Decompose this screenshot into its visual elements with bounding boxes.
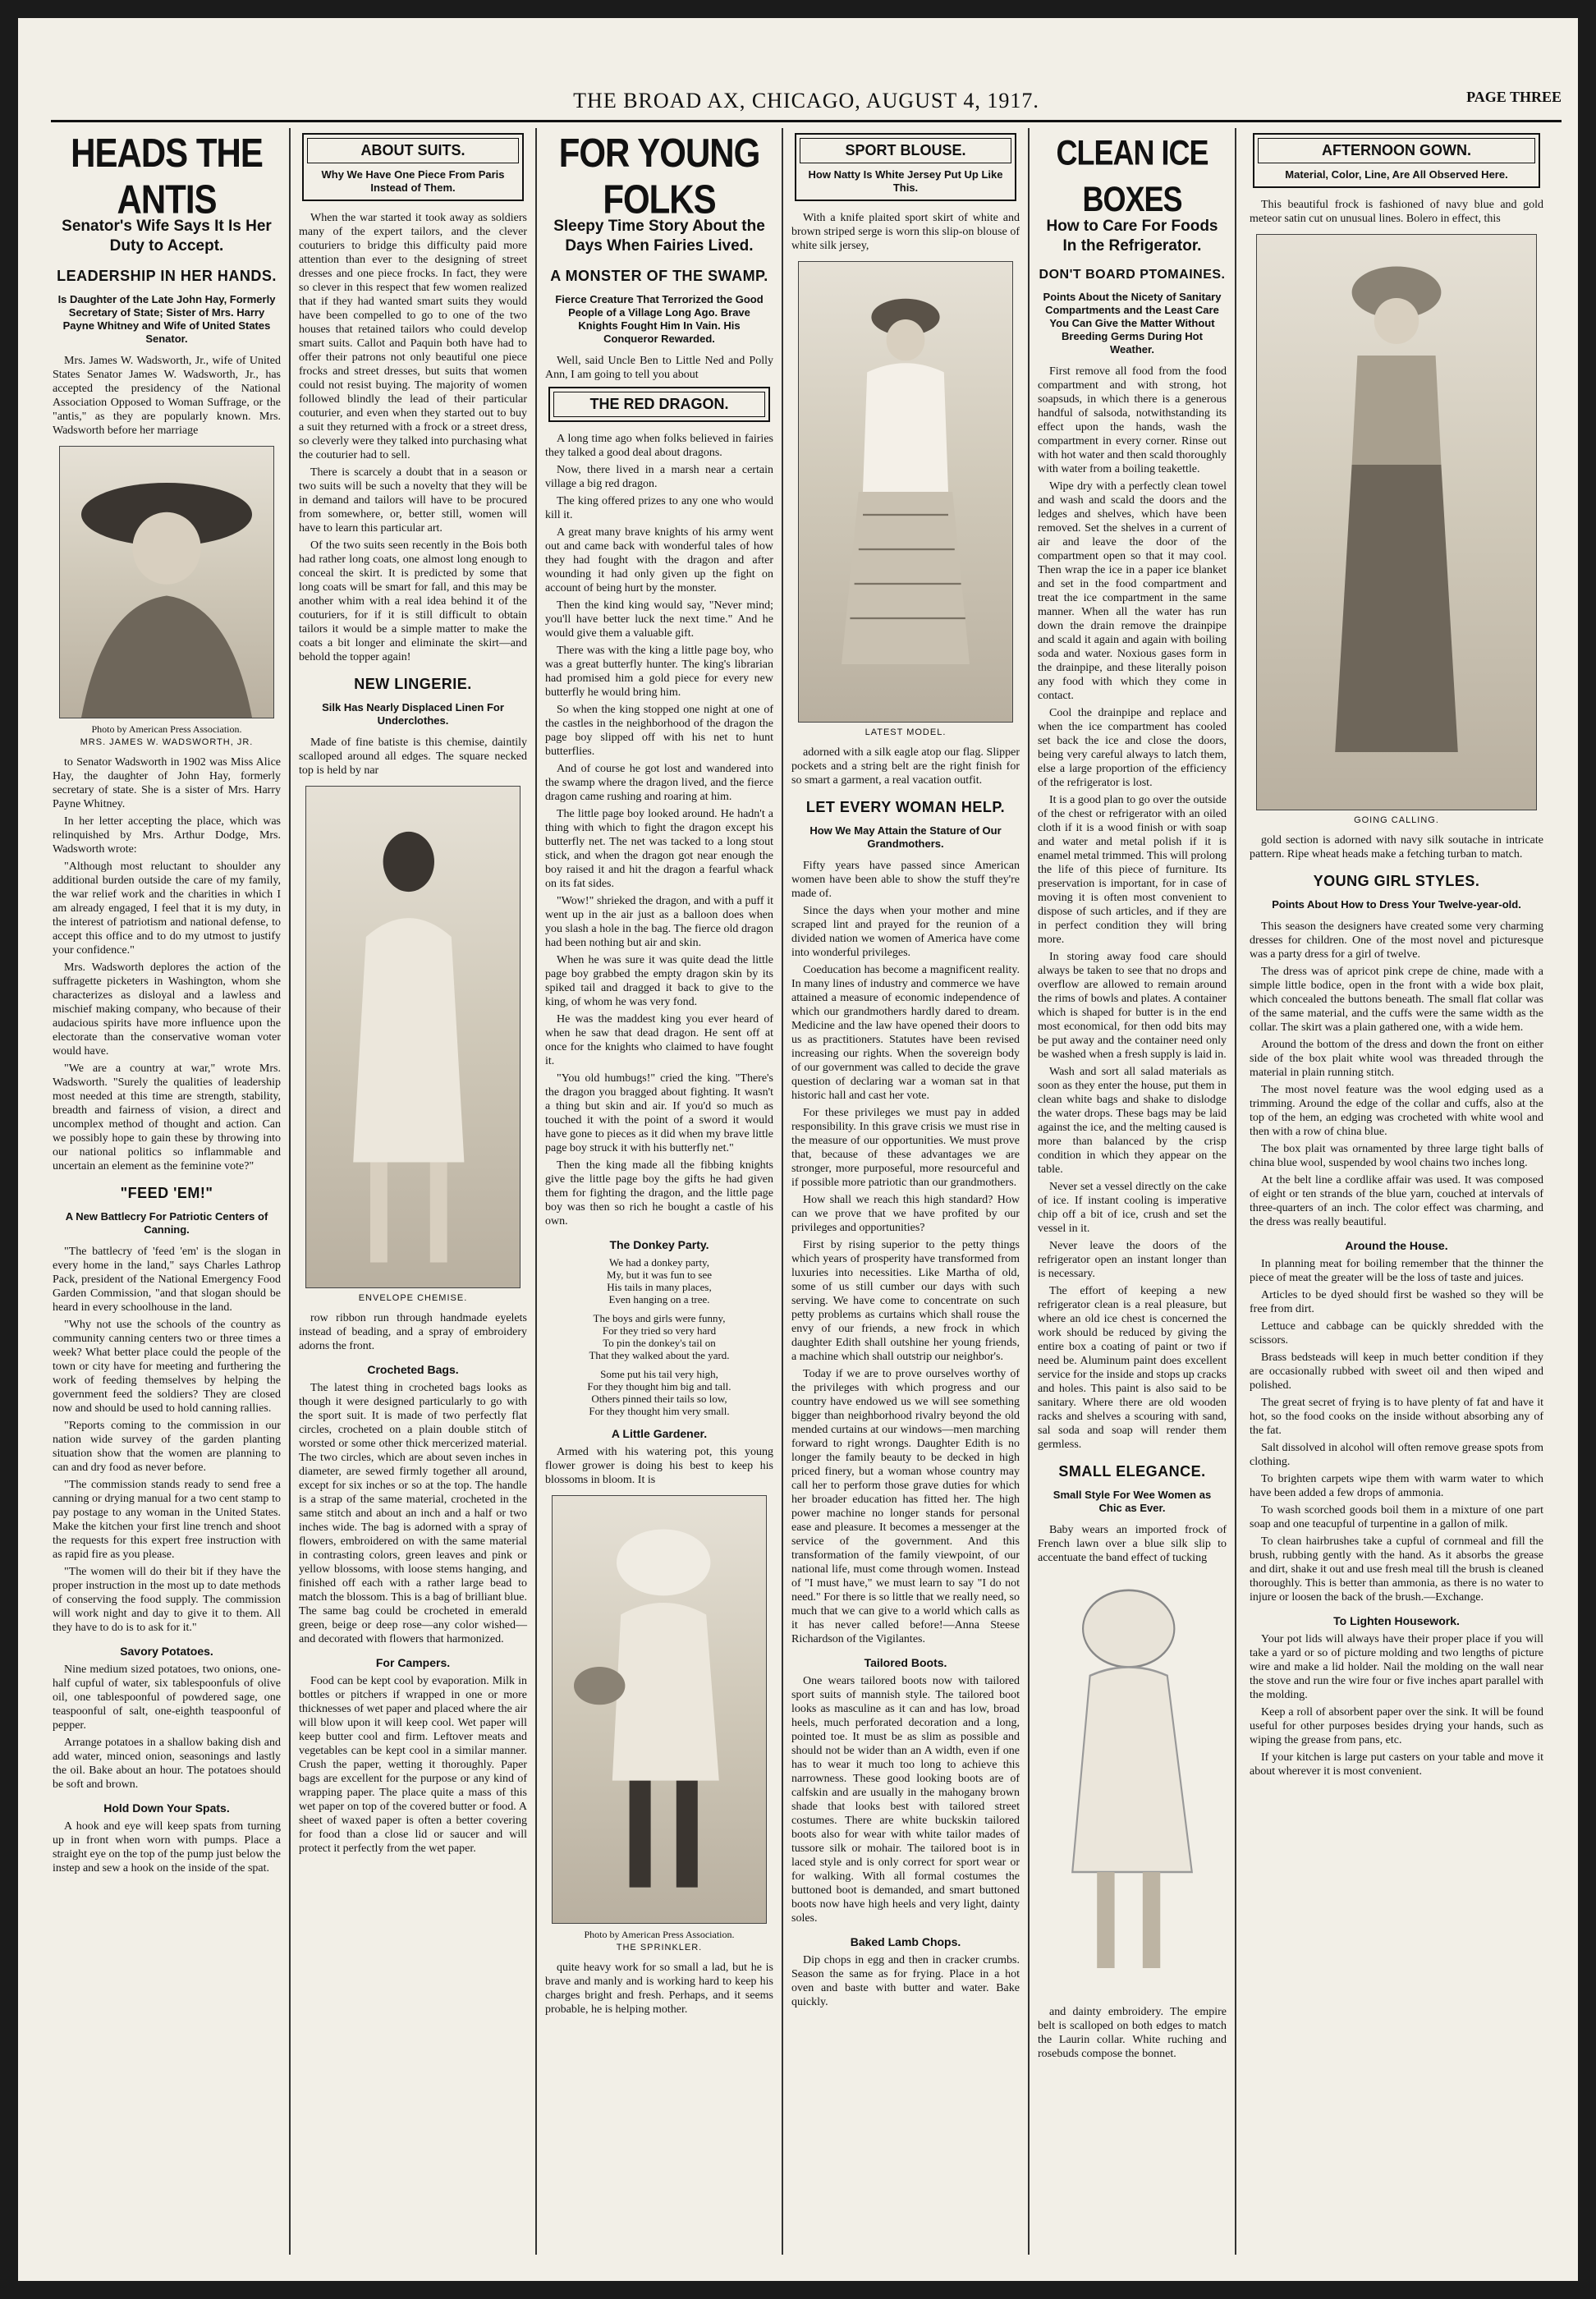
photo-caption: THE SPRINKLER. (616, 1943, 703, 1953)
paragraph: To brighten carpets wipe them with warm water to which have been added a few drops of ammonia. (1250, 1473, 1543, 1499)
masthead (51, 84, 1562, 122)
poem-line (545, 1361, 773, 1368)
paragraph: How shall we reach this high standard? How can we prove that we have profited by our privileges and opportunities? (791, 1194, 1020, 1234)
afternoon-gown-photo (1256, 234, 1537, 810)
donkey-party-heading: The Donkey Party. (609, 1238, 709, 1251)
sport-blouse-photo (798, 261, 1013, 723)
paragraph: The box plait was ornamented by three large tight balls of china blue wool, suspended by wool chains two inches long. (1250, 1143, 1543, 1169)
paragraph: "The commission stands ready to send free a canning or drying manual for a two cent stamp to pay postage to any woman in the United States. Make the kitchen your first line trench and shoot the requests for this expert free instruction with as rapid fire as you please. (53, 1479, 281, 1561)
paragraph: A hook and eye will keep spats from turning up in front when worn with pumps. Place a straight eye on the top of the pump just below the instep and sew a hook on the inside of the spat. (53, 1820, 281, 1875)
paragraph: In planning meat for boiling remember that the thinner the piece of meat the greater will be the loss of taste and juices. (1250, 1258, 1543, 1284)
poem-line: For they tried so very hard (602, 1324, 717, 1337)
poem-line: We had a donkey party, (609, 1256, 709, 1269)
about-suits-box (302, 133, 524, 201)
summary: Fierce Creature That Terrorized the Good People of a Village Long Ago. Brave Knights Fought Him In Vain. His Conqueror Rewarded. (555, 293, 764, 345)
paragraph: To clean hairbrushes take a cupful of cornmeal and fill the brush, rubbing gently with the hand. As it absorbs the grease and dirt, shake it out and use fresh meal till the brush is cleaned thoroughly. This is better than ammonia, as there is no water to injure or loosen the back of the brush.—Exchange. (1250, 1535, 1543, 1604)
paragraph: One wears tailored boots now with tailored sport suits of mannish style. The tailored boot looks as masculine as it can and has low, broad heels, much perforated decoration and a long, pointed toe. It must be as slim as possible and should not be wider than an A width, even if one has to wear it much too long to achieve this narrowness. These good looking boots are of calfskin and are usually in the mahogany brown shade that looks best with tailored street costumes. There are white buckskin tailored boots also for wear with white tailor mades of tussore silk or mohair. The tailored boot is in laced style and is only correct for sport wear or for walking. With all formal costumes the buttoned boot is demanded, and smart buttoned boots now have high heels and very light, dainty soles. (791, 1675, 1020, 1925)
crocheted-bags-heading: Crocheted Bags. (367, 1363, 459, 1376)
paragraph: Arrange potatoes in a shallow baking dish and add water, minced onion, seasonings and lastly the oil. Bake about an hour. The potatoes should be soft and brown. (53, 1737, 281, 1791)
poem-line: For they thought him very small. (589, 1405, 730, 1417)
poem-line: To pin the donkey's tail on (603, 1337, 716, 1349)
paragraph: Armed with his watering pot, this young flower grower is doing his best to keep his blossoms in bloom. It is (545, 1446, 773, 1486)
headline-clean-ice-boxes: CLEAN ICE BOXES (1056, 132, 1208, 219)
column-rule (1028, 128, 1030, 2255)
paragraph: "Wow!" shrieked the dragon, and with a puff it went up in the air just as a balloon does when you slash a hole in the bag. The fierce old dragon had been nothing but air and skin. (545, 895, 773, 949)
paragraph: Salt dissolved in alcohol will often remove grease spots from clothing. (1250, 1442, 1543, 1468)
donkey-party-poem (545, 1256, 773, 1417)
column-1 (48, 128, 286, 2255)
photo-caption: ENVELOPE CHEMISE. (358, 1293, 468, 1303)
paragraph: "The women will do their bit if they have the proper instruction in the most up to date methods of conserving the food supply. The commission will work night and day to give it to them. All they have to do is to ask for it." (53, 1566, 281, 1634)
paragraph: If your kitchen is large put casters on your table and move it about wherever it is most convenient. (1250, 1751, 1543, 1778)
small-elegance-headline: SMALL ELEGANCE. (1058, 1463, 1206, 1480)
masthead-title: THE BROAD AX, CHICAGO, AUGUST 4, 1917. (573, 89, 1039, 112)
afternoon-gown-box (1253, 133, 1540, 188)
subhead: A MONSTER OF THE SWAMP. (550, 268, 768, 284)
paragraph: The dress was of apricot pink crepe de chine, made with a simple little bodice, open in the front with a wide box plait, which concealed the buttons beneath. The small flat collar was of the same material, and the cuffs were the same width as the collar. The skirt was a plain gathered one, with a wide hem. (1250, 966, 1543, 1034)
sprinkler-photo (552, 1495, 767, 1924)
box-subtitle: How Natty Is White Jersey Put Up Like This. (808, 168, 1003, 194)
paragraph: Articles to be dyed should first be washed so they will be free from dirt. (1250, 1289, 1543, 1315)
photo-credit: Photo by American Press Association. (91, 723, 242, 735)
paragraph: Coeducation has become a magnificent reality. In many lines of industry and commerce we have attained a measure of economic independence of which our grandmothers hardly dared to dream. Medicine and the law have opened their doors to us as practitioners. Statutes have been revised increasing our rights. When the sovereign body of our government was called to decide the grave question of declaring war a woman sat in that historic hall and cast her vote. (791, 964, 1020, 1102)
hold-down-spats-heading: Hold Down Your Spats. (103, 1801, 230, 1815)
paragraph: row ribbon run through handmade eyelets instead of beading, and a spray of embroidery adorns the front. (299, 1312, 527, 1352)
paragraph: Then the king made all the fibbing knights give the little page boy the gifts he had given them for fighting the dragon, and the little page boy was then so rich he bought a castle of his own. (545, 1159, 773, 1228)
column-rule (1235, 128, 1236, 2255)
column-2 (294, 128, 532, 2255)
paragraph: "We are a country at war," wrote Mrs. Wadsworth. "Surely the qualities of leadership most needed at this time are strength, stability, breadth and fairness of vision, a direct and uncomplex method of thought and action. Can we possibly hope to gain these by throwing into our national politics so inflammable and uncertain an element as the feminine vote?" (53, 1062, 281, 1172)
paragraph: And of course he got lost and wandered into the swamp where the dragon lived, and the fierce dragon came rushing and roaring at him. (545, 763, 773, 803)
paragraph: A long time ago when folks believed in fairies they talked a good deal about dragons. (545, 433, 773, 459)
poem-line: Some put his tail very high, (600, 1368, 718, 1380)
paragraph: In storing away food care should always be taken to see that no drops and overflow are allowed to remain around the rims of bowls and plates. A container which is shaped for butter is in the end most economical, for then odd bits may be put away and the container need only be washed when a fresh supply is laid in. (1038, 951, 1227, 1061)
around-the-house-heading: Around the House. (1345, 1239, 1448, 1252)
paragraph: Keep a roll of absorbent paper over the sink. It will be found useful for other purposes besides drying your hands, such as wiping the grease from pans, etc. (1250, 1706, 1543, 1746)
paragraph: Dip chops in egg and then in cracker crumbs. Season the same as for frying. Place in a hot oven and baste with butter and water. Bake quickly. (791, 1954, 1020, 2008)
paragraph: He was the maddest king you ever heard of when he saw that dead dragon. He sent off at once for the knights who claimed to have fought it. (545, 1013, 773, 1067)
poem-line: His tails in many places, (607, 1281, 712, 1293)
paragraph: Baby wears an imported frock of French lawn over a blue silk slip to accentuate the band effect of tucking (1038, 1524, 1227, 1564)
deck: Senator's Wife Says It Is Her Duty to Accept. (62, 218, 272, 255)
feed-em-headline: "FEED 'EM!" (120, 1185, 213, 1201)
column-rule (782, 128, 783, 2255)
summary: Points About the Nicety of Sanitary Compartments and the Least Care You Can Give the Matter Without Breeding Germs During Hot Weather. (1043, 291, 1222, 356)
paragraph: It is a good plan to go over the outside of the chest or refrigerator with an oiled cloth if it is a wood finish or with soap and water and metal polish if it is enamel metal trimmed. This will prolong the life of this piece of furniture. Its preservation is important, for in case of moving it is often most convenient to dispose of such articles, and if they are in perfect condition they will bring more. (1038, 794, 1227, 946)
paragraph: The latest thing in crocheted bags looks as though it were designed particularly to go with the sport suit. It is made of two perfectly flat circles, crocheted on a plain double stitch of worsted or some other thick mercerized material. The two circles, which are about seven inches in diameter, are sewed firmly together all around, except for six inches or so at the top. The handle is a strap of the same material, crocheted in the same stitch and about an inch and a half or two inches wide. The bag is adorned with a spray of flowers, embroidered on with the same material in contrasting colors, green leaves and pink or yellow blossoms, with loose stems hanging, and finished off each with a rather large bead to match the blossom. This is a bag of brilliant blue. The same bag could be crocheted in emerald green, beige or deep rose—any color wished—and decorated with flowers that harmonized. (299, 1382, 527, 1645)
page-label: PAGE THREE (1466, 89, 1562, 105)
paragraph: Since the days when your mother and mine scraped lint and prayed for the reunion of a divided nation we women of America have come into wonderful privileges. (791, 905, 1020, 959)
paragraph: Lettuce and cabbage can be quickly shredded with the scissors. (1250, 1320, 1543, 1347)
savory-potatoes-heading: Savory Potatoes. (120, 1645, 213, 1658)
paragraph: The most novel feature was the wool edging used as a trimming. Around the edge of the collar and cuffs, also at the top of the hem, an edging was crocheted with white wool and then with a row of china blue. (1250, 1084, 1543, 1138)
baby-frock-photo (1044, 1573, 1220, 2000)
box-subtitle: Material, Color, Line, Are All Observed Here. (1285, 168, 1508, 181)
paragraph: to Senator Wadsworth in 1902 was Miss Alice Hay, the daughter of John Hay, formerly secretary of state. She is a sister of Mrs. Harry Payne Whitney. (53, 756, 281, 810)
help-deck: How We May Attain the Stature of Our Grandmothers. (809, 824, 1002, 850)
paragraph: At the belt line a cordlike affair was used. It was composed of eight or ten strands of the blue yarn, couched at intervals of three-quarters of an inch. The color effect was charming, and the dress was really beautiful. (1250, 1174, 1543, 1228)
summary: Is Daughter of the Late John Hay, Formerly Secretary of State; Sister of Mrs. Harry Payne Whitney and Wife of United States Senator. (57, 293, 276, 345)
paragraph: "Although most reluctant to shoulder any additional burden outside the care of my family, the war relief work and the charities in which I am already engaged, I feel that it is my duty, in the interest of patriotism and national defense, to accept this office and to do my utmost to justify your confidence." (53, 860, 281, 957)
box-subtitle: Why We Have One Piece From Paris Instead of Them. (321, 168, 505, 194)
lighten-housework-heading: To Lighten Housework. (1333, 1614, 1460, 1627)
baked-lamb-chops-heading: Baked Lamb Chops. (850, 1935, 961, 1948)
paragraph: Now, there lived in a marsh near a certain village a big red dragon. (545, 464, 773, 490)
paragraph: There is scarcely a doubt that in a season or two suits will be such a novelty that they will be in demand and tailors will have to be procured from somewhere, or, better still, women will have to learn this particular art. (299, 466, 527, 535)
little-gardener-heading: A Little Gardener. (611, 1427, 708, 1440)
deck: How to Care For Foods In the Refrigerator. (1046, 218, 1218, 255)
paragraph: quite heavy work for so small a lad, but he is brave and manly and is working hard to keep his charges bright and fresh. Perhaps, and it seems probable, he is helping mother. (545, 1962, 773, 2016)
paragraph: "The battlecry of 'feed 'em' is the slogan in every home in the land," says Charles Lathrop Pack, president of the National Emergency Food Garden Commission, "and that slogan should be heard in every schoolhouse in the land. (53, 1246, 281, 1314)
paragraph: First by rising superior to the petty things which years of prosperity have transformed from luxuries into necessities. Like Martha of old, some of us still cumber our days with such serving. We have come to concentrate on such petty problems as curtains which shall rouse the envy of our friends, a new frock in which daughter Edith shall outshine her young friends, a machine which shall outstrip our neighbor's. (791, 1239, 1020, 1363)
paragraph: Of the two suits seen recently in the Bois both had rather long coats, one almost long enough to conceal the skirt. It is predicted by some that long coats will be smart for fall, and this may be another whim with a real idea behind it of the couturiers, for if it is still difficult to obtain tailors it would be a simple matter to make the coats a bit longer and eliminate the skirt—and behold the topper again! (299, 539, 527, 663)
paragraph: Fifty years have passed since American women have been able to show the stuff they're made of. (791, 860, 1020, 900)
paragraph: Then the kind king would say, "Never mind; you'll have better luck the next time." And he would give them a valuable gift. (545, 599, 773, 640)
elegance-deck: Small Style For Wee Women as Chic as Ever. (1053, 1489, 1212, 1514)
poem-line: Others pinned their tails so low, (591, 1393, 727, 1405)
paragraph: For these privileges we must pay in added responsibility. In this grave crisis we must rise in the measure of our opportunities. We must prove that, because of these advantages we are stronger, more purposeful, more resourceful and if possible more patriotic than our grandmothers. (791, 1107, 1020, 1189)
headline-for-young-folks: FOR YOUNG FOLKS (558, 130, 760, 223)
photo-credit: Photo by American Press Association. (584, 1929, 735, 1940)
paragraph: Mrs. James W. Wadsworth, Jr., wife of United States Senator James W. Wadsworth, Jr., has accepted the presidency of the National Association Opposed to Woman Suffrage, or the "antis," as they are popularly known. Mrs. Wadsworth before her marriage (53, 355, 281, 437)
poem-line: For they thought him big and tall. (587, 1380, 732, 1393)
poem-line: My, but it was fun to see (606, 1269, 713, 1281)
paragraph: Nine medium sized potatoes, two onions, one-half cupful of water, six tablespoonfuls of olive oil, one tablespoonful of powdered sage, one teaspoonful of salt, one-eighth teaspoonful of pepper. (53, 1663, 281, 1732)
newspaper-page (18, 18, 1578, 2281)
subhead: LEADERSHIP IN HER HANDS. (57, 268, 277, 284)
paragraph: "Why not use the schools of the country as community canning centers two or three times a week? What better place could the people of the town or city have for meeting and furthering the work of feeding themselves by helping the government feed the soldiers? They are closed now and should be used to hold canning rallies. (53, 1319, 281, 1415)
poem-line: That they walked about the yard. (589, 1349, 730, 1361)
photo-caption: MRS. JAMES W. WADSWORTH, JR. (80, 737, 254, 747)
paragraph: "You old humbugs!" cried the king. "There's the dragon you bragged about fighting. It wasn't a thing but skin and air. If you'd so much as touched it with the point of a sword it would have gone to pieces as it did when my brave little page boy struck it with his butterfly net." (545, 1072, 773, 1154)
deck: Sleepy Time Story About the Days When Fairies Lived. (553, 218, 765, 255)
poem-line: Even hanging on a tree. (608, 1293, 710, 1306)
box-title: THE RED DRAGON. (553, 392, 765, 417)
paragraph: Food can be kept cool by evaporation. Milk in bottles or pitchers if wrapped in one or more thicknesses of wet paper and placed where the air will blow upon it will keep cool. Wet paper will keep butter cool and firm. Leftover meats and vegetables can be kept cool in a similar manner. Crush the paper, wetting it thoroughly. Paper bags are excellent for the purpose or any kind of wrapping paper. The place quite a mass of this wet paper on top of the covered butter or food. A sheet of waxed paper is often a better covering for food than a close lid or saucer and will protect it perfectly from the wet paper. (299, 1675, 527, 1855)
paragraph: In her letter accepting the place, which was relinquished by Mrs. Arthur Dodge, Mrs. Wadsworth wrote: (53, 815, 281, 856)
column-6 (1240, 128, 1553, 2255)
paragraph: The great secret of frying is to have plenty of fat and have it hot, so the food cooks on the inside without absorbing any of the fat. (1250, 1397, 1543, 1437)
portrait-photo (59, 446, 274, 718)
paragraph: Well, said Uncle Ben to Little Ned and Polly Ann, I am going to tell you about (545, 355, 773, 381)
paragraph: Never leave the doors of the refrigerator open an instant longer than is necessary. (1038, 1240, 1227, 1280)
for-campers-heading: For Campers. (375, 1656, 451, 1669)
paragraph: When the war started it took away as soldiers many of the expert tailors, and the clever couturiers to bridge this difficulty paid more attention than ever to the designing of street dresses and one piece frocks. In fact, they were so clever in this respect that few women realized that if they had wanted smart suits they would have been compelled to go to one of the two houses that retained tailors who could develop smart suits. Callot and Paquin both have had to offer their patrons not only beautiful one piece frocks and street dresses, but suits that women could not resist buying. The majority of women followed blindly the lead of their particular couturier, and even when they started out to buy a suit they returned with a frock or a street dress, so cleverly were they talked into purchasing what the couturier had to sell. (299, 212, 527, 461)
paragraph: Wipe dry with a perfectly clean towel and wash and scald the doors and the ledges and shelves, which have been removed. Set the shelves in a current of air and leave the door of the compartment open so that it may cool. Then wrap the ice in a paper ice blanket and set in the food compartment and treat the ice compartment in the same manner. When all the water has run down the drain remove the drainpipe and scald it again and again with boiling soda and water. Noxious gases form in the drainpipe, and these literally poison any food with which they come in contact. (1038, 480, 1227, 702)
sport-blouse-box (795, 133, 1016, 201)
paragraph: The king offered prizes to any one who would kill it. (545, 495, 773, 521)
box-title: SPORT BLOUSE. (800, 138, 1011, 163)
lingerie-deck: Silk Has Nearly Displaced Linen For Underclothes. (322, 701, 504, 727)
paragraph: The little page boy looked around. He hadn't a thing with which to fight the dragon except his butterfly net. The net was tacked to a long stout stick, and when the dragon got near enough the boy raised it and hit the dragon a fearful whack on its fat sides. (545, 808, 773, 890)
paragraph: Made of fine batiste is this chemise, daintily scalloped around all edges. The square necked top is held by nar (299, 737, 527, 777)
paragraph: There was with the king a little page boy, who was a great butterfly hunter. The king's librarian had promised him a gold piece for every new butterfly he would bring him. (545, 645, 773, 699)
paragraph: With a knife plaited sport skirt of white and brown striped serge is worn this slip-on blouse of white silk jersey, (791, 212, 1020, 252)
paragraph: To wash scorched goods boil them in a mixture of one part soap and one teacupful of turpentine in a gallon of milk. (1250, 1504, 1543, 1530)
poem-line (545, 1306, 773, 1312)
paragraph: Cool the drainpipe and replace and when the ice compartment has cooled set back the ice and close the doors, being very careful always to latch them, else a large proportion of the efficiency of the refrigerator is lost. (1038, 707, 1227, 789)
paragraph: This season the designers have created some very charming dresses for children. One of the most novel and picturesque was a party dress for a girl of twelve. (1250, 920, 1543, 961)
column-3 (540, 128, 778, 2255)
paragraph: Brass bedsteads will keep in much better condition if they are occasionally rubbed with sweet oil and then wiped and polished. (1250, 1351, 1543, 1392)
column-rule (535, 128, 537, 2255)
paragraph: Mrs. Wadsworth deplores the action of the suffragette picketers in Washington, whom she characterizes as disloyal and a lawless and mischief making company, who because of their audacious spirits have more influence upon the electorate than the conservative woman voter would have. (53, 961, 281, 1058)
paragraph: Your pot lids will always have their proper place if you will take a yard or so of picture molding and two lengths of picture wire and make a lid holder. Nail the molding on the wall near the stove and run the wire four or five inches apart parallel with the molding. (1250, 1633, 1543, 1701)
paragraph: adorned with a silk eagle atop our flag. Slipper pockets and a string belt are the right finish for so smart a garment, a real vacation outfit. (791, 746, 1020, 787)
chemise-photo (305, 786, 521, 1288)
paragraph: Around the bottom of the dress and down the front on either side of the box plait white wool was threaded through the material in plain running stitch. (1250, 1039, 1543, 1079)
paragraph: Wash and sort all salad materials as soon as they enter the house, put them in clean white bags and shake to dislodge the water drops. These bags may be laid against the ice, and the melting caused is more than balanced by the crisp condition in which they appear on the table. (1038, 1066, 1227, 1176)
column-rule (289, 128, 291, 2255)
paragraph: gold section is adorned with navy silk soutache in intricate pattern. Ripe wheat heads make a fetching turban to match. (1250, 834, 1543, 860)
subhead: DON'T BOARD PTOMAINES. (1039, 268, 1226, 282)
photo-caption: LATEST MODEL. (864, 727, 947, 737)
paragraph: This beautiful frock is fashioned of navy blue and gold meteor satin cut on unusual lines. Bolero in effect, this (1250, 199, 1543, 225)
paragraph: First remove all food from the food compartment and with strong, hot soapsuds, in which there is a generous handful of salsoda, notwithstanding its effect upon the hands, wash the compartment in every corner. Rinse out with hot water and then scald thoroughly with water from a boiling teakettle. (1038, 365, 1227, 475)
paragraph: Never set a vessel directly on the cake of ice. If instant cooling is imperative chip off a bit of ice, crush and set the vessel in it. (1038, 1181, 1227, 1235)
feed-em-deck: A New Battlecry For Patriotic Centers of Canning. (65, 1210, 268, 1236)
box-title: ABOUT SUITS. (307, 138, 519, 163)
photo-caption: GOING CALLING. (1354, 815, 1439, 825)
paragraph: So when the king stopped one night at one of the castles in the neighborhood of the dragon the page boy slipped off with his net to hunt butterflies. (545, 704, 773, 758)
new-lingerie-headline: NEW LINGERIE. (354, 676, 472, 692)
paragraph: A great many brave knights of his army went out and came back with wonderful tales of how they had fought with the dragon and after wounding it had only given up the fight on account of being hurt by the monster. (545, 526, 773, 594)
let-every-woman-help-headline: LET EVERY WOMAN HELP. (805, 799, 1006, 815)
paragraph: and dainty embroidery. The empire belt is scalloped on both edges to match the Laurin collar. White ruching and rosebuds compose the bonnet. (1038, 2006, 1227, 2060)
paragraph: Today if we are to prove ourselves worthy of the privileges with which progress and our country have endowed us we will see something bigger than neighborhood rivalry beyond the old mended curtains at our windows—men marching forward to right wrongs. Daughter Edith is no longer the family beauty to be decked in high priced finery, but a woman whose country may call her to perform those grave duties for which her broader education has fitted her. The high power machine no longer stands for personal ease and pleasure. It becomes a messenger at the service of the government. And this transformation of the family viewpoint, of our national life, must come through women. Instead of "I must have," we must learn to say "I do not need." For there is so little that we really need, so much that we can give to a world which calls as it has never called before!—Anna Steese Richardson of the Vigilantes. (791, 1368, 1020, 1645)
poem-line: The boys and girls were funny, (593, 1312, 726, 1324)
tailored-boots-heading: Tailored Boots. (864, 1656, 947, 1669)
paragraph: When he was sure it was quite dead the little page boy grabbed the empty dragon skin by its spiked tail and dragged it back to give to the king, of whom he was very fond. (545, 954, 773, 1008)
paragraph: The effort of keeping a new refrigerator clean is a real pleasure, but where an old ice chest is concerned the work should be reduced by giving the entire box a coating of paint or two if need be. Aluminum paint does excellent service for the inside and stops up cracks and holes. This paint is also said to be sanitary. Where there are old wooden racks and shelves a scouring with sand, sal soda and soap will render them germless. (1038, 1285, 1227, 1451)
paragraph: "Reports coming to the commission in our nation wide survey of the garden planting situation show that the women are planning to can and dry food as never before. (53, 1420, 281, 1474)
young-girl-styles-headline: YOUNG GIRL STYLES. (1313, 873, 1480, 889)
box-title: AFTERNOON GOWN. (1258, 138, 1535, 163)
styles-deck: Points About How to Dress Your Twelve-year-old. (1272, 898, 1521, 911)
headline-heads-the-antis: HEADS THE ANTIS (71, 130, 263, 223)
red-dragon-box (548, 387, 770, 422)
column-4 (787, 128, 1025, 2255)
column-5 (1033, 128, 1231, 2255)
